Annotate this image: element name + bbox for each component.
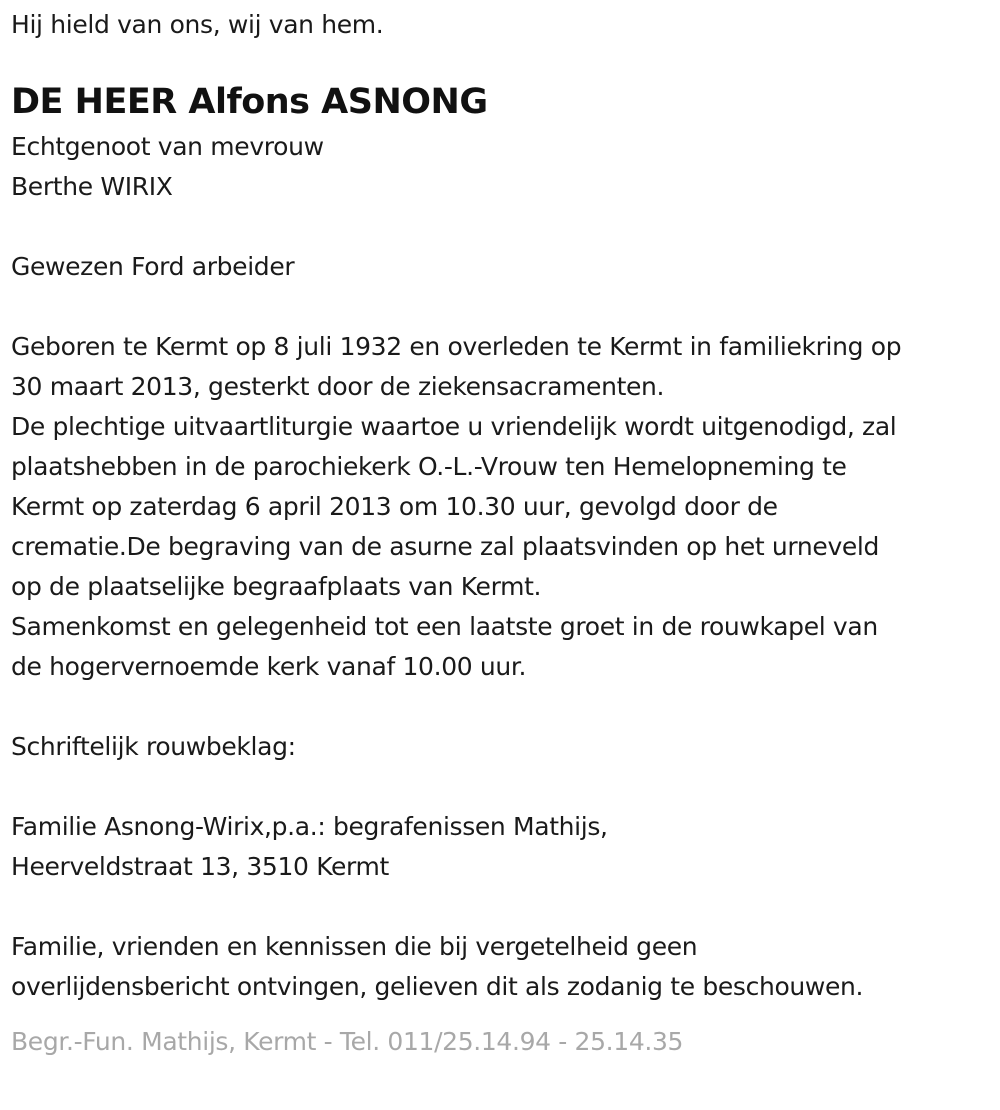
body-line: De plechtige uitvaartliturgie waartoe u vriendelijk wordt uitgenodigd, zal <box>11 412 897 441</box>
spacer <box>11 207 996 247</box>
occupation: Gewezen Ford arbeider <box>11 252 295 281</box>
body-line: Samenkomst en gelegenheid tot een laatste groet in de rouwkapel van <box>11 612 878 641</box>
spacer <box>11 287 996 327</box>
spouse-line-2: Berthe WIRIX <box>11 172 173 201</box>
body-line: Kermt op zaterdag 6 april 2013 om 10.30 uur, gevolgd door de <box>11 492 778 521</box>
body-line: Geboren te Kermt op 8 juli 1932 en overleden te Kermt in familiekring op <box>11 332 902 361</box>
death-notice <box>11 0 996 1062</box>
body-line: 30 maart 2013, gesterkt door de ziekensacramenten. <box>11 372 665 401</box>
closing-line-2: overlijdensbericht ontvingen, gelieven dit als zodanig te beschouwen. <box>11 972 864 1001</box>
address-line-2: Heerveldstraat 13, 3510 Kermt <box>11 852 389 881</box>
spouse-line-1: Echtgenoot van mevrouw <box>11 132 324 161</box>
deceased-name-title: DE HEER Alfons ASNONG <box>11 82 488 122</box>
body-paragraph <box>11 327 996 687</box>
address-line-1: Familie Asnong-Wirix,p.a.: begrafenissen Mathijs, <box>11 812 608 841</box>
body-line: op de plaatselijke begraafplaats van Kermt. <box>11 572 542 601</box>
closing-line-1: Familie, vrienden en kennissen die bij vergetelheid geen <box>11 932 698 961</box>
body-line: plaatshebben in de parochiekerk O.-L.-Vrouw ten Hemelopneming te <box>11 452 847 481</box>
body-line: de hogervernoemde kerk vanaf 10.00 uur. <box>11 652 527 681</box>
intro-quote: Hij hield van ons, wij van hem. <box>11 10 384 39</box>
condolence-label: Schriftelijk rouwbeklag: <box>11 732 296 761</box>
funeral-home-footer: Begr.-Fun. Mathijs, Kermt - Tel. 011/25.14.94 - 25.14.35 <box>11 1027 684 1056</box>
body-line: crematie.De begraving van de asurne zal plaatsvinden op het urneveld <box>11 532 880 561</box>
spacer <box>11 687 996 727</box>
spacer <box>11 887 996 927</box>
spacer <box>11 767 996 807</box>
